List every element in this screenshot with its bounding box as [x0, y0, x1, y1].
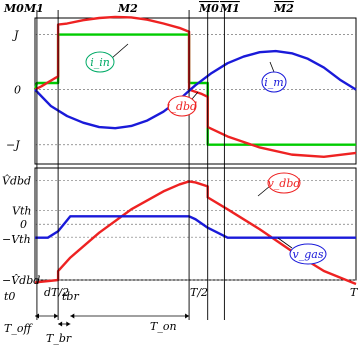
duration-arrow-on-head-left	[70, 314, 74, 319]
series-label-i-in: i_in	[90, 56, 110, 69]
duration-arrow-br-head-left	[58, 322, 62, 327]
mode-lines	[37, 10, 224, 320]
bottom-series	[35, 181, 356, 284]
mode-label-2: M2	[118, 2, 138, 15]
mode-label-0: M0	[4, 2, 24, 15]
bottom-y-tick-1: Vth	[12, 204, 32, 218]
x-tick-labels	[4, 286, 359, 303]
callout-leader-2	[270, 62, 274, 72]
duration-arrow-br-head-right	[66, 322, 70, 327]
callout-leader-1	[192, 92, 198, 99]
duration-arrow-on-head-right	[185, 314, 189, 319]
duration-arrow-off-head-right	[54, 314, 58, 319]
x-tick-1: dT/2	[44, 286, 70, 299]
top-series	[35, 17, 356, 157]
x-tick-3: T/2	[190, 286, 209, 299]
mode-label-5: M2	[274, 2, 294, 15]
top-y-tick-labels	[6, 29, 21, 152]
top-grid	[35, 35, 356, 145]
x-tick-0: t0	[4, 290, 16, 303]
bottom-series-v-gas	[35, 216, 356, 237]
bottom-y-tick-2: 0	[20, 218, 27, 232]
mode-label-4: M1	[220, 2, 240, 15]
x-tick-2: tbr	[62, 290, 79, 303]
x-tick-4: T	[350, 286, 358, 299]
duration-label-0: T_off	[4, 322, 32, 335]
callout-leader-0	[112, 44, 128, 58]
bottom-series-v-dbd	[35, 181, 356, 284]
duration-arrows	[4, 314, 189, 346]
top-y-tick-2: −J	[6, 138, 20, 152]
top-y-tick-1: 0	[14, 83, 21, 97]
series-label-i-m: i_m	[264, 76, 284, 89]
series-label-v-dbd: v_dbd	[267, 177, 301, 190]
series-label-v-gas: v_gas	[292, 248, 324, 261]
bottom-y-tick-3: −Vth	[2, 233, 31, 247]
duration-label-1: T_br	[46, 332, 72, 345]
bottom-y-tick-0: V̂dbd	[2, 174, 32, 188]
top-series-i-dbd	[35, 17, 356, 157]
bottom-y-tick-4: −V̂dbd	[2, 274, 41, 287]
mode-labels	[3, 2, 294, 15]
mode-label-3: M0	[199, 2, 219, 15]
bottom-grid	[35, 180, 356, 280]
series-label-i-dbd: i_dbd	[166, 100, 198, 113]
top-y-tick-0: J	[14, 28, 19, 42]
duration-label-2: T_on	[150, 320, 177, 333]
mode-label-1: M1	[24, 2, 44, 15]
